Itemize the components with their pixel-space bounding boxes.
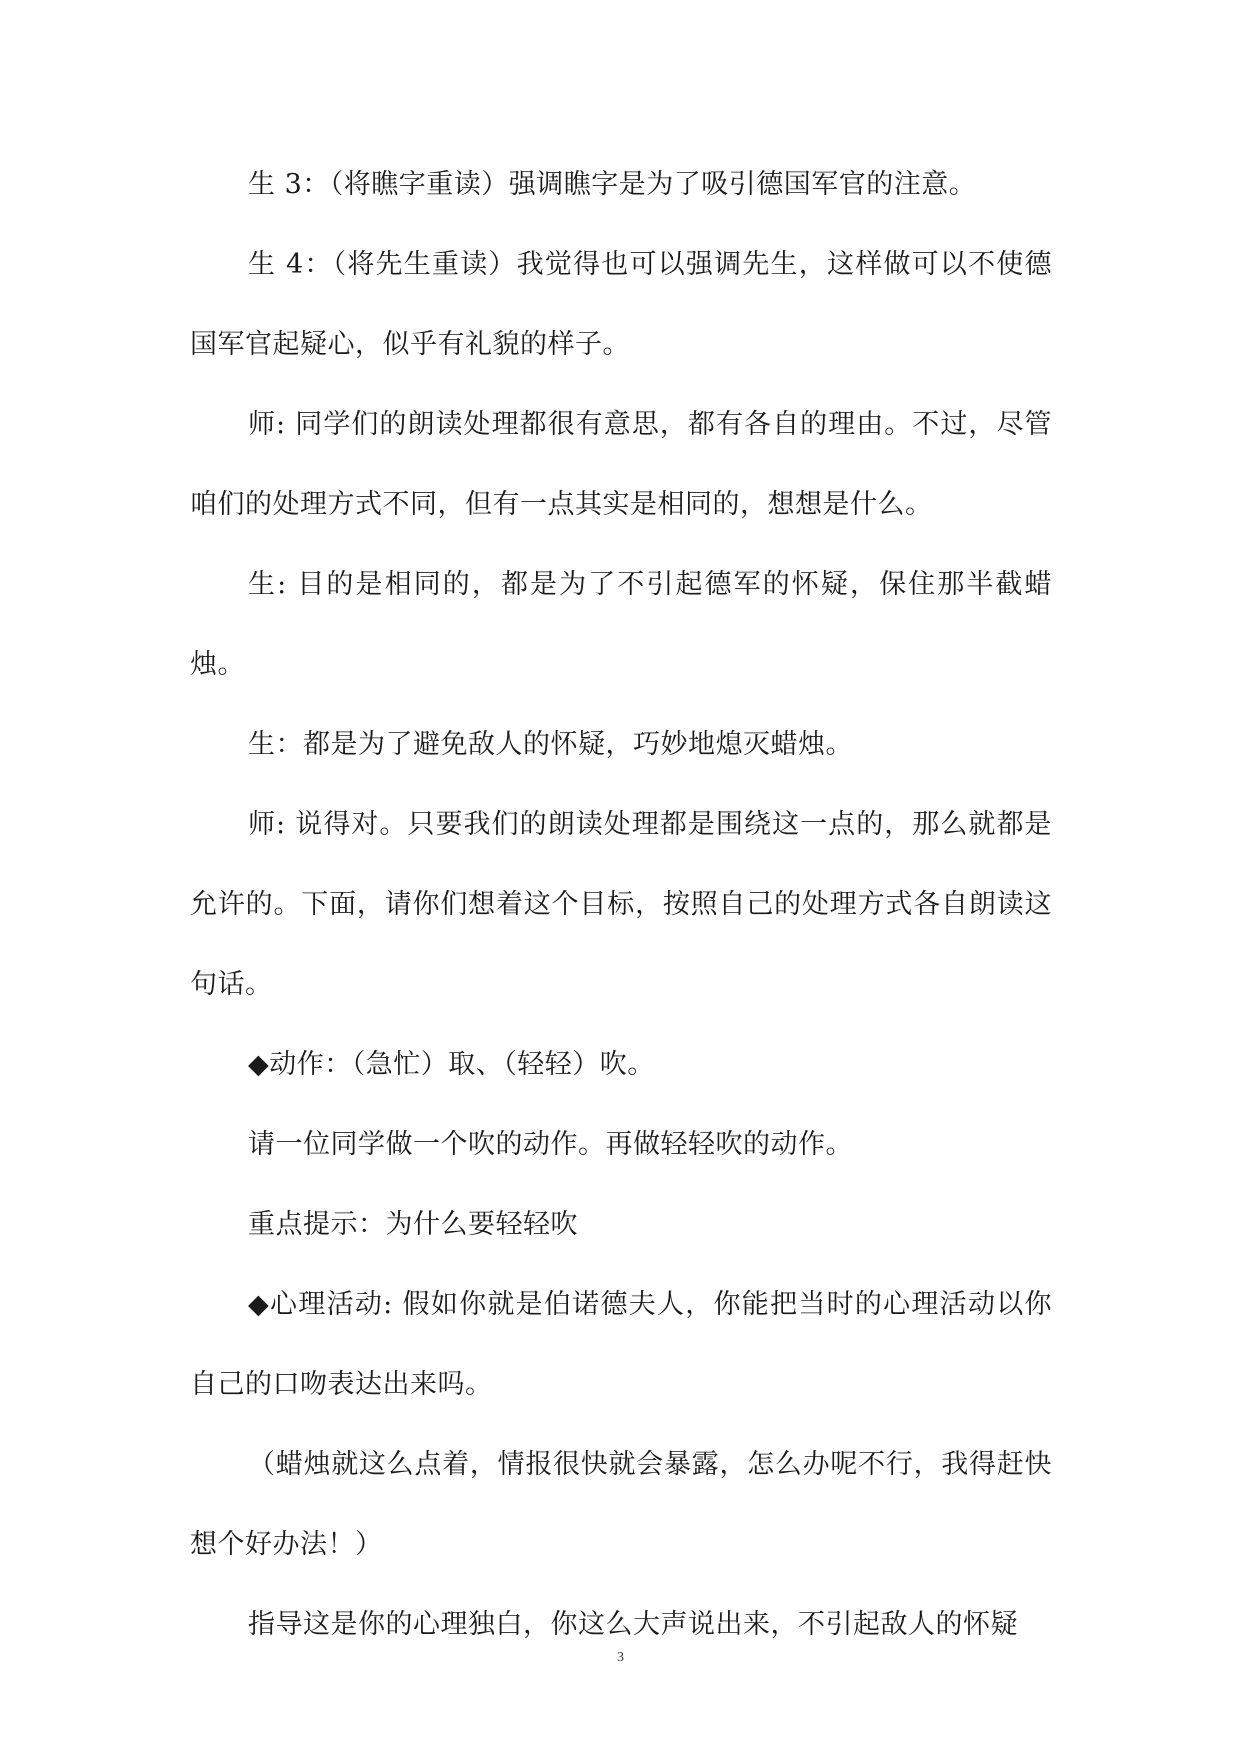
paragraph-student-5: 生: 目的是相同的，都是为了不引起德军的怀疑，保住那半截蜡烛。 bbox=[190, 569, 1052, 680]
paragraph-psychology: ◆心理活动: 假如你就是伯诺德夫人，你能把当时的心理活动以你自己的口吻表达出来吗。 bbox=[190, 1289, 1052, 1400]
paragraph-action: ◆动作：（急忙）取、（轻轻）吹。 bbox=[248, 1049, 655, 1080]
paragraph-guidance: 指导这是你的心理独白，你这么大声说出来，不引起敌人的怀疑 bbox=[248, 1609, 1018, 1640]
page-number: 3 bbox=[617, 1650, 624, 1665]
paragraph-teacher-1: 师: 同学们的朗读处理都很有意思，都有各自的理由。不过，尽管咱们的处理方式不同，但有一点其实是相同的，想想是什么。 bbox=[190, 409, 1052, 520]
paragraph-student-4: 生 4：（将先生重读）我觉得也可以强调先生，这样做可以不使德国军官起疑心，似乎有礼貌的样子。 bbox=[190, 249, 1052, 360]
paragraph-teacher-2: 师: 说得对。只要我们的朗读处理都是围绕这一点的，那么就都是允许的。下面，请你们想着这个目标，按照自己的处理方式各自朗读这句话。 bbox=[190, 809, 1052, 1000]
paragraph-monologue: （蜡烛就这么点着，情报很快就会暴露，怎么办呢不行，我得赶快想个好办法！） bbox=[190, 1449, 1052, 1560]
paragraph-student-3: 生 3：（将瞧字重读）强调瞧字是为了吸引德国军官的注意。 bbox=[248, 169, 977, 200]
body-text bbox=[190, 145, 1052, 1665]
paragraph-instruction: 请一位同学做一个吹的动作。再做轻轻吹的动作。 bbox=[248, 1129, 853, 1160]
paragraph-key-hint: 重点提示：为什么要轻轻吹 bbox=[248, 1209, 578, 1240]
paragraph-student-6: 生：都是为了避免敌人的怀疑，巧妙地熄灭蜡烛。 bbox=[248, 729, 853, 760]
